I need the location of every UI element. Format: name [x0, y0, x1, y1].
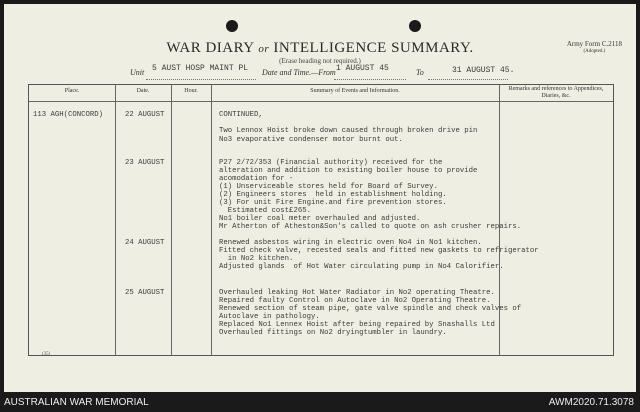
date-label: Date and Time.—From [262, 68, 336, 77]
unit-value: 5 AUST HOSP MAINT PL [152, 64, 249, 73]
title-or: or [258, 43, 270, 55]
diary-table [28, 84, 614, 356]
footer-credit: AUSTRALIAN WAR MEMORIAL [4, 397, 149, 408]
summary-line: Mr Atherton of Atheston&Son's called to quote on ash crusher repairs. [219, 223, 522, 231]
col-divider [499, 85, 500, 355]
form-adopted: (Adopted.) [583, 49, 606, 54]
entry-date: 24 AUGUST [125, 239, 165, 247]
summary-line: Repaired faulty Control on Autoclave in No2 Operating Theatre. [219, 297, 491, 305]
title-intelligence: INTELLIGENCE SUMMARY. [273, 40, 474, 56]
entry-place: 113 AGH(CONCORD) [33, 111, 104, 119]
erase-note: (Erase heading not required.) [279, 57, 361, 65]
to-label: To [416, 68, 424, 77]
date-from: 1 AUGUST 45 [336, 64, 389, 73]
entry-date: 25 AUGUST [125, 289, 165, 297]
footer-accession: AWM2020.71.3078 [548, 397, 634, 408]
punch-hole [409, 20, 421, 32]
punch-hole [226, 20, 238, 32]
col-header-summary: Summary of Events and Information. [310, 88, 400, 94]
summary-line: Estimated cost£265. [219, 207, 311, 215]
col-header-remarks: Remarks and references to Appendices, Diaries, &c. [508, 86, 604, 99]
title-war-diary: WAR DIARY [166, 40, 255, 56]
page-title [4, 40, 636, 57]
col-header-hour: Hour. [184, 88, 198, 94]
summary-line: No1 boiler coal meter overhauled and adjusted. [219, 215, 421, 223]
date-from-underline [334, 79, 406, 80]
summary-line: alteration and addition to existing boiler house to provide [219, 167, 478, 175]
date-to-underline [428, 79, 508, 80]
summary-line: acomodation for - [219, 175, 294, 183]
header-divider [29, 101, 613, 102]
col-header-date: Date. [136, 88, 150, 94]
summary-line: Replaced No1 Lennex Hoist after being repaired by Snashalls Ltd [219, 321, 495, 329]
summary-line: Overhauled leaking Hot Water Radiator in No2 operating Theatre. [219, 289, 495, 297]
entry-date: 22 AUGUST [125, 111, 165, 119]
summary-line: (1) Unserviceable stores held for Board of Survey. [219, 183, 438, 191]
army-form-label [567, 40, 622, 56]
col-header-place: Place. [64, 88, 80, 94]
date-to: 31 AUGUST 45. [452, 66, 515, 75]
summary-line: P27 2/72/353 (Financial authority) received for the [219, 159, 443, 167]
unit-underline [146, 79, 256, 80]
summary-line: Two Lennox Hoist broke down caused through broken drive pin [219, 127, 478, 135]
entry-date: 23 AUGUST [125, 159, 165, 167]
summary-line: Overhauled fittings on No2 dryingtumbler in laundry. [219, 329, 447, 337]
summary-line: Adjusted glands of Hot Water circulating pump in No4 Calorifier. [219, 263, 504, 271]
summary-line: Renewed section of steam pipe, gate valve spindle and check valves of [219, 305, 522, 313]
diary-sheet [4, 4, 636, 392]
summary-line: (2) Engineers stores held in establishment holding. [219, 191, 447, 199]
col-divider [115, 85, 116, 355]
summary-line: CONTINUED, [219, 111, 263, 119]
form-number: Army Form C.2118 [566, 40, 622, 48]
col-divider [211, 85, 212, 355]
summary-line: Fitted check valve, recested seals and fitted new gaskets to refrigerator [219, 247, 539, 255]
summary-line: in No2 kitchen. [219, 255, 294, 263]
summary-line: No3 evaporative condenser motor burnt out. [219, 136, 403, 144]
summary-line: Autoclave in pathology. [219, 313, 320, 321]
summary-line: Renewed asbestos wiring in electric oven No4 in No1 kitchen. [219, 239, 482, 247]
printer-mark: (35) [42, 352, 51, 357]
summary-line: (3) For unit Fire Engine.and fire prevention stores. [219, 199, 447, 207]
col-divider [171, 85, 172, 355]
unit-label: Unit [130, 68, 145, 77]
